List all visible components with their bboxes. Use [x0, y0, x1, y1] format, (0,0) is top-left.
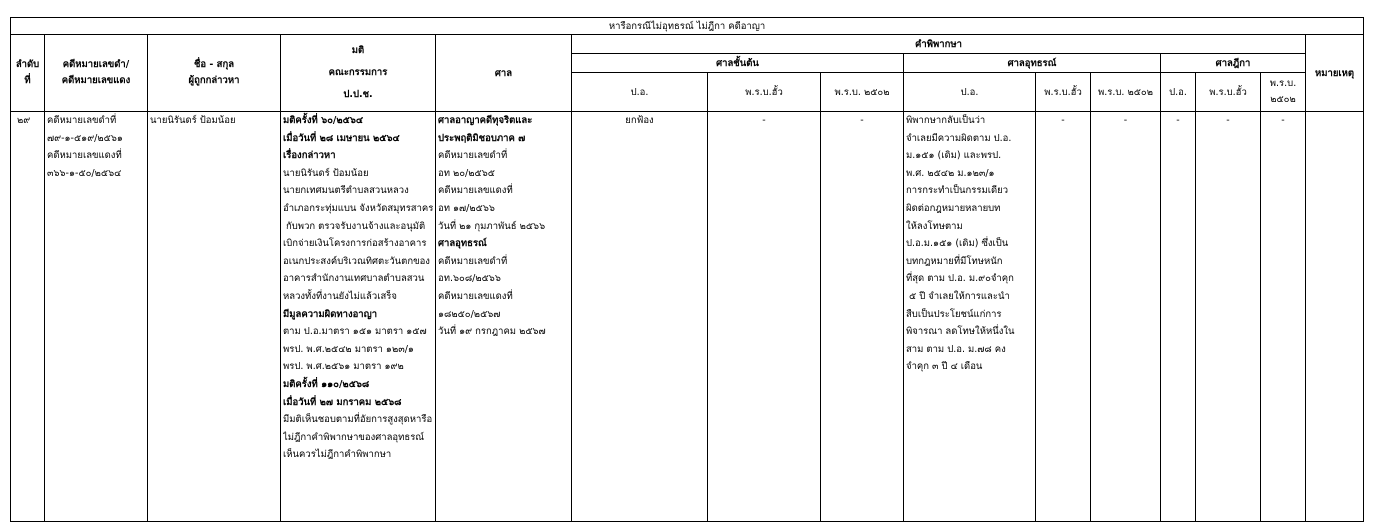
- header-accused-name-line: ชื่อ - สกุล: [193, 59, 235, 70]
- decision-line: มีมติเห็นชอบตามที่อัยการสูงสุดหารือ: [283, 414, 433, 426]
- allegation-line: กับพวก ตรวจรับงานจ้างและอนุมัติ: [283, 220, 426, 232]
- first-criminal-code-result: ยกฟ้อง: [625, 115, 654, 126]
- appeal-judgment-line: จำเลยมีความผิดตาม ป.อ.: [906, 132, 1012, 144]
- cell-appeal-act-2502: [1091, 112, 1161, 522]
- finding-line: พรป. พ.ศ.๒๕๖๑ มาตรา ๑๙๒: [283, 361, 404, 373]
- header-accused-name: [148, 35, 281, 112]
- first-black-no: อท ๒๐/๒๕๖๕: [438, 167, 495, 179]
- first-black-label: คดีหมายเลขดำที่: [438, 150, 508, 162]
- case-no-line: ๗๙-๑-๕๑๙/๒๕๖๑: [47, 132, 123, 144]
- supreme-criminal-code-result: -: [1176, 115, 1180, 126]
- appeal-judgment-date: วันที่ ๑๙ กรกฎาคม ๒๕๖๗: [438, 326, 546, 338]
- header-appeal-act-2502: พ.ร.บ. ๒๕๐๒: [1091, 73, 1161, 112]
- cell-first-act-2502: [821, 112, 904, 522]
- allegation-line: อำเภอกระทุ่มแบน จังหวัดสมุทรสาคร: [283, 202, 433, 214]
- appeal-court-name: ศาลอุทธรณ์: [438, 238, 487, 250]
- supreme-bid-act-result: -: [1226, 115, 1230, 126]
- header-first-criminal-code: ป.อ.: [572, 73, 708, 112]
- appeal-black-label: คดีหมายเลขดำที่: [438, 255, 508, 267]
- appeal-judgment-line: ๕ ปี จำเลยให้การและนำ: [906, 290, 1010, 302]
- appeal-black-no: อท.๖๐๘/๒๕๖๖: [438, 273, 501, 285]
- header-resolution-line: มติ: [351, 45, 365, 56]
- cell-first-criminal-code: [572, 112, 708, 522]
- header-supreme-bid-act: พ.ร.บ.ฮั้ว: [1196, 73, 1261, 112]
- appeal-judgment-line: บทกฎหมายที่มีโทษหนัก: [906, 255, 1003, 267]
- appeal-red-no: ๑๘๒๕๐/๒๕๖๗: [438, 308, 501, 320]
- header-first-bid-act: พ.ร.บ.ฮั้ว: [708, 73, 821, 112]
- allegation-line: นายกเทศมนตรีตำบลสวนหลวง: [283, 185, 409, 197]
- cell-appeal-criminal-code: [904, 112, 1036, 522]
- cell-supreme-act-2502: [1261, 112, 1306, 522]
- allegation-line: เบิกจ่ายเงินโครงการก่อสร้างอาคาร: [283, 238, 427, 250]
- first-judgment-date: วันที่ ๒๑ กุมภาพันธ์ ๒๕๖๖: [438, 220, 546, 232]
- header-supreme-act-2502-line: พ.ร.บ.: [1269, 78, 1297, 89]
- header-case-no-line: คดีหมายเลขแดง: [61, 75, 131, 86]
- cell-appeal-bid-act: [1036, 112, 1091, 522]
- appeal-bid-act-result: -: [1061, 115, 1065, 126]
- appeal-judgment-line: จำคุก ๓ ปี ๔ เดือน: [906, 361, 983, 373]
- appeal-judgment-line: ผิดต่อกฎหมายหลายบท: [906, 202, 1001, 214]
- appeal-judgment-line: ม.๑๕๑ (เดิม) และพรป.: [906, 150, 1002, 162]
- cell-first-bid-act: [708, 112, 821, 522]
- header-case-no-line: คดีหมายเลขดำ/: [62, 59, 130, 70]
- resolution-meeting-2: มติครั้งที่ ๑๑๐/๒๕๖๘: [283, 378, 370, 390]
- cell-supreme-bid-act: [1196, 112, 1261, 522]
- appeal-act-2502-result: -: [1123, 115, 1128, 126]
- first-red-no: อท ๑๗/๒๕๖๖: [438, 202, 495, 214]
- supreme-act-2502-result: -: [1281, 115, 1285, 126]
- appeal-judgment-line: สาม ตาม ป.อ. ม.๗๘ คง: [906, 343, 1006, 355]
- header-judgment: คำพิพากษา: [572, 35, 1306, 54]
- resolution-date-1: เมื่อวันที่ ๒๘ เมษายน ๒๕๖๔: [283, 132, 400, 144]
- case-table: [10, 17, 1364, 522]
- first-act-2502-result: -: [860, 115, 864, 126]
- header-resolution-line: ป.ป.ช.: [343, 89, 373, 100]
- header-supreme-act-2502-line: ๒๕๐๒: [1270, 94, 1296, 105]
- header-accused-name-line: ผู้ถูกกล่าวหา: [188, 75, 240, 86]
- first-court-name: ศาลอาญาคดีทุจริตและ: [438, 115, 533, 126]
- header-first-instance-court: ศาลชั้นต้น: [572, 54, 904, 73]
- appeal-judgment-line: พ.ศ. ๒๕๔๒ ม.๑๒๓/๑: [906, 167, 995, 179]
- resolution-date-2: เมื่อวันที่ ๒๗ มกราคม ๒๕๖๘: [283, 396, 402, 408]
- first-bid-act-result: -: [762, 115, 766, 126]
- allegation-line: อเนกประสงค์บริเวณทิศตะวันตกของ: [283, 255, 430, 267]
- allegation-line: อาคารสำนักงานเทศบาลตำบลสวน: [283, 273, 425, 285]
- appeal-judgment-line: ป.อ.ม.๑๕๑ (เดิม) ซึ่งเป็น: [906, 238, 1009, 250]
- header-seq-line: ลำดับ: [15, 59, 40, 70]
- appeal-judgment-line: ให้ลงโทษตาม: [906, 220, 963, 232]
- seq-value: ๒๙: [17, 115, 31, 126]
- header-supreme-court: ศาลฎีกา: [1161, 54, 1306, 73]
- allegation-heading: เรื่องกล่าวหา: [283, 150, 336, 162]
- header-court: ศาล: [436, 35, 572, 112]
- resolution-meeting-1: มติครั้งที่ ๖๐/๒๕๖๔: [283, 115, 364, 126]
- appeal-judgment-line: พิพากษากลับเป็นว่า: [906, 115, 986, 126]
- header-seq-line: ที่: [24, 75, 31, 86]
- appeal-judgment-line: สืบเป็นประโยชน์แก่การ: [906, 308, 1002, 320]
- page-title: หารือกรณีไม่อุทธรณ์ ไม่ฎีกา คดีอาญา: [11, 18, 1364, 35]
- case-no-line: คดีหมายเลขแดงที่: [47, 150, 122, 162]
- header-case-no: [45, 35, 148, 112]
- case-no-line: คดีหมายเลขดำที่: [47, 115, 117, 126]
- decision-line: เห็นควรไม่ฎีกาคำพิพากษา: [283, 449, 392, 461]
- appeal-red-label: คดีหมายเลขแดงที่: [438, 290, 513, 302]
- header-supreme-criminal-code: ป.อ.: [1161, 73, 1196, 112]
- cell-resolution: [281, 112, 436, 522]
- header-appeal-criminal-code: ป.อ.: [904, 73, 1036, 112]
- cell-remarks: [1306, 112, 1364, 522]
- allegation-line: หลวงทั้งที่งานยังไม่แล้วเสร็จ: [283, 290, 397, 302]
- decision-line: ไม่ฎีกาคำพิพากษาของศาลอุทธรณ์: [283, 431, 425, 443]
- header-resolution-line: คณะกรรมการ: [328, 67, 388, 78]
- header-supreme-act-2502: [1261, 73, 1306, 112]
- finding-line: ตาม ป.อ.มาตรา ๑๕๑ มาตรา ๑๕๗: [283, 326, 427, 338]
- header-first-act-2502: พ.ร.บ. ๒๕๐๒: [821, 73, 904, 112]
- finding-line: พรป. พ.ศ.๒๕๔๒ มาตรา ๑๒๓/๑: [283, 343, 414, 355]
- cell-accused-name: [148, 112, 281, 522]
- cell-supreme-criminal-code: [1161, 112, 1196, 522]
- header-appeal-bid-act: พ.ร.บ.ฮั้ว: [1036, 73, 1091, 112]
- finding-heading: มีมูลความผิดทางอาญา: [283, 308, 378, 320]
- first-red-label: คดีหมายเลขแดงที่: [438, 185, 513, 197]
- first-court-name: ประพฤติมิชอบภาค ๗: [438, 132, 526, 144]
- accused-name: นายนิรันดร์ ป้อมน้อย: [150, 115, 236, 126]
- header-appeal-court: ศาลอุทธรณ์: [904, 54, 1161, 73]
- case-no-line: ๓๖๖-๑-๕๐/๒๕๖๔: [47, 167, 122, 179]
- table-row: [11, 112, 1364, 522]
- cell-court: [436, 112, 572, 522]
- header-nacc-resolution: [281, 35, 436, 112]
- header-seq: [11, 35, 45, 112]
- appeal-judgment-line: ที่สุด ตาม ป.อ. ม.๙๐จำคุก: [906, 273, 1014, 285]
- allegation-line: นายนิรันดร์ ป้อมน้อย: [283, 167, 369, 179]
- cell-seq: [11, 112, 45, 522]
- header-remarks: หมายเหตุ: [1306, 35, 1364, 112]
- appeal-judgment-line: พิจารณา ลดโทษให้หนึ่งใน: [906, 326, 1015, 338]
- appeal-judgment-line: การกระทำเป็นกรรมเดียว: [906, 185, 1009, 197]
- cell-case-no: [45, 112, 148, 522]
